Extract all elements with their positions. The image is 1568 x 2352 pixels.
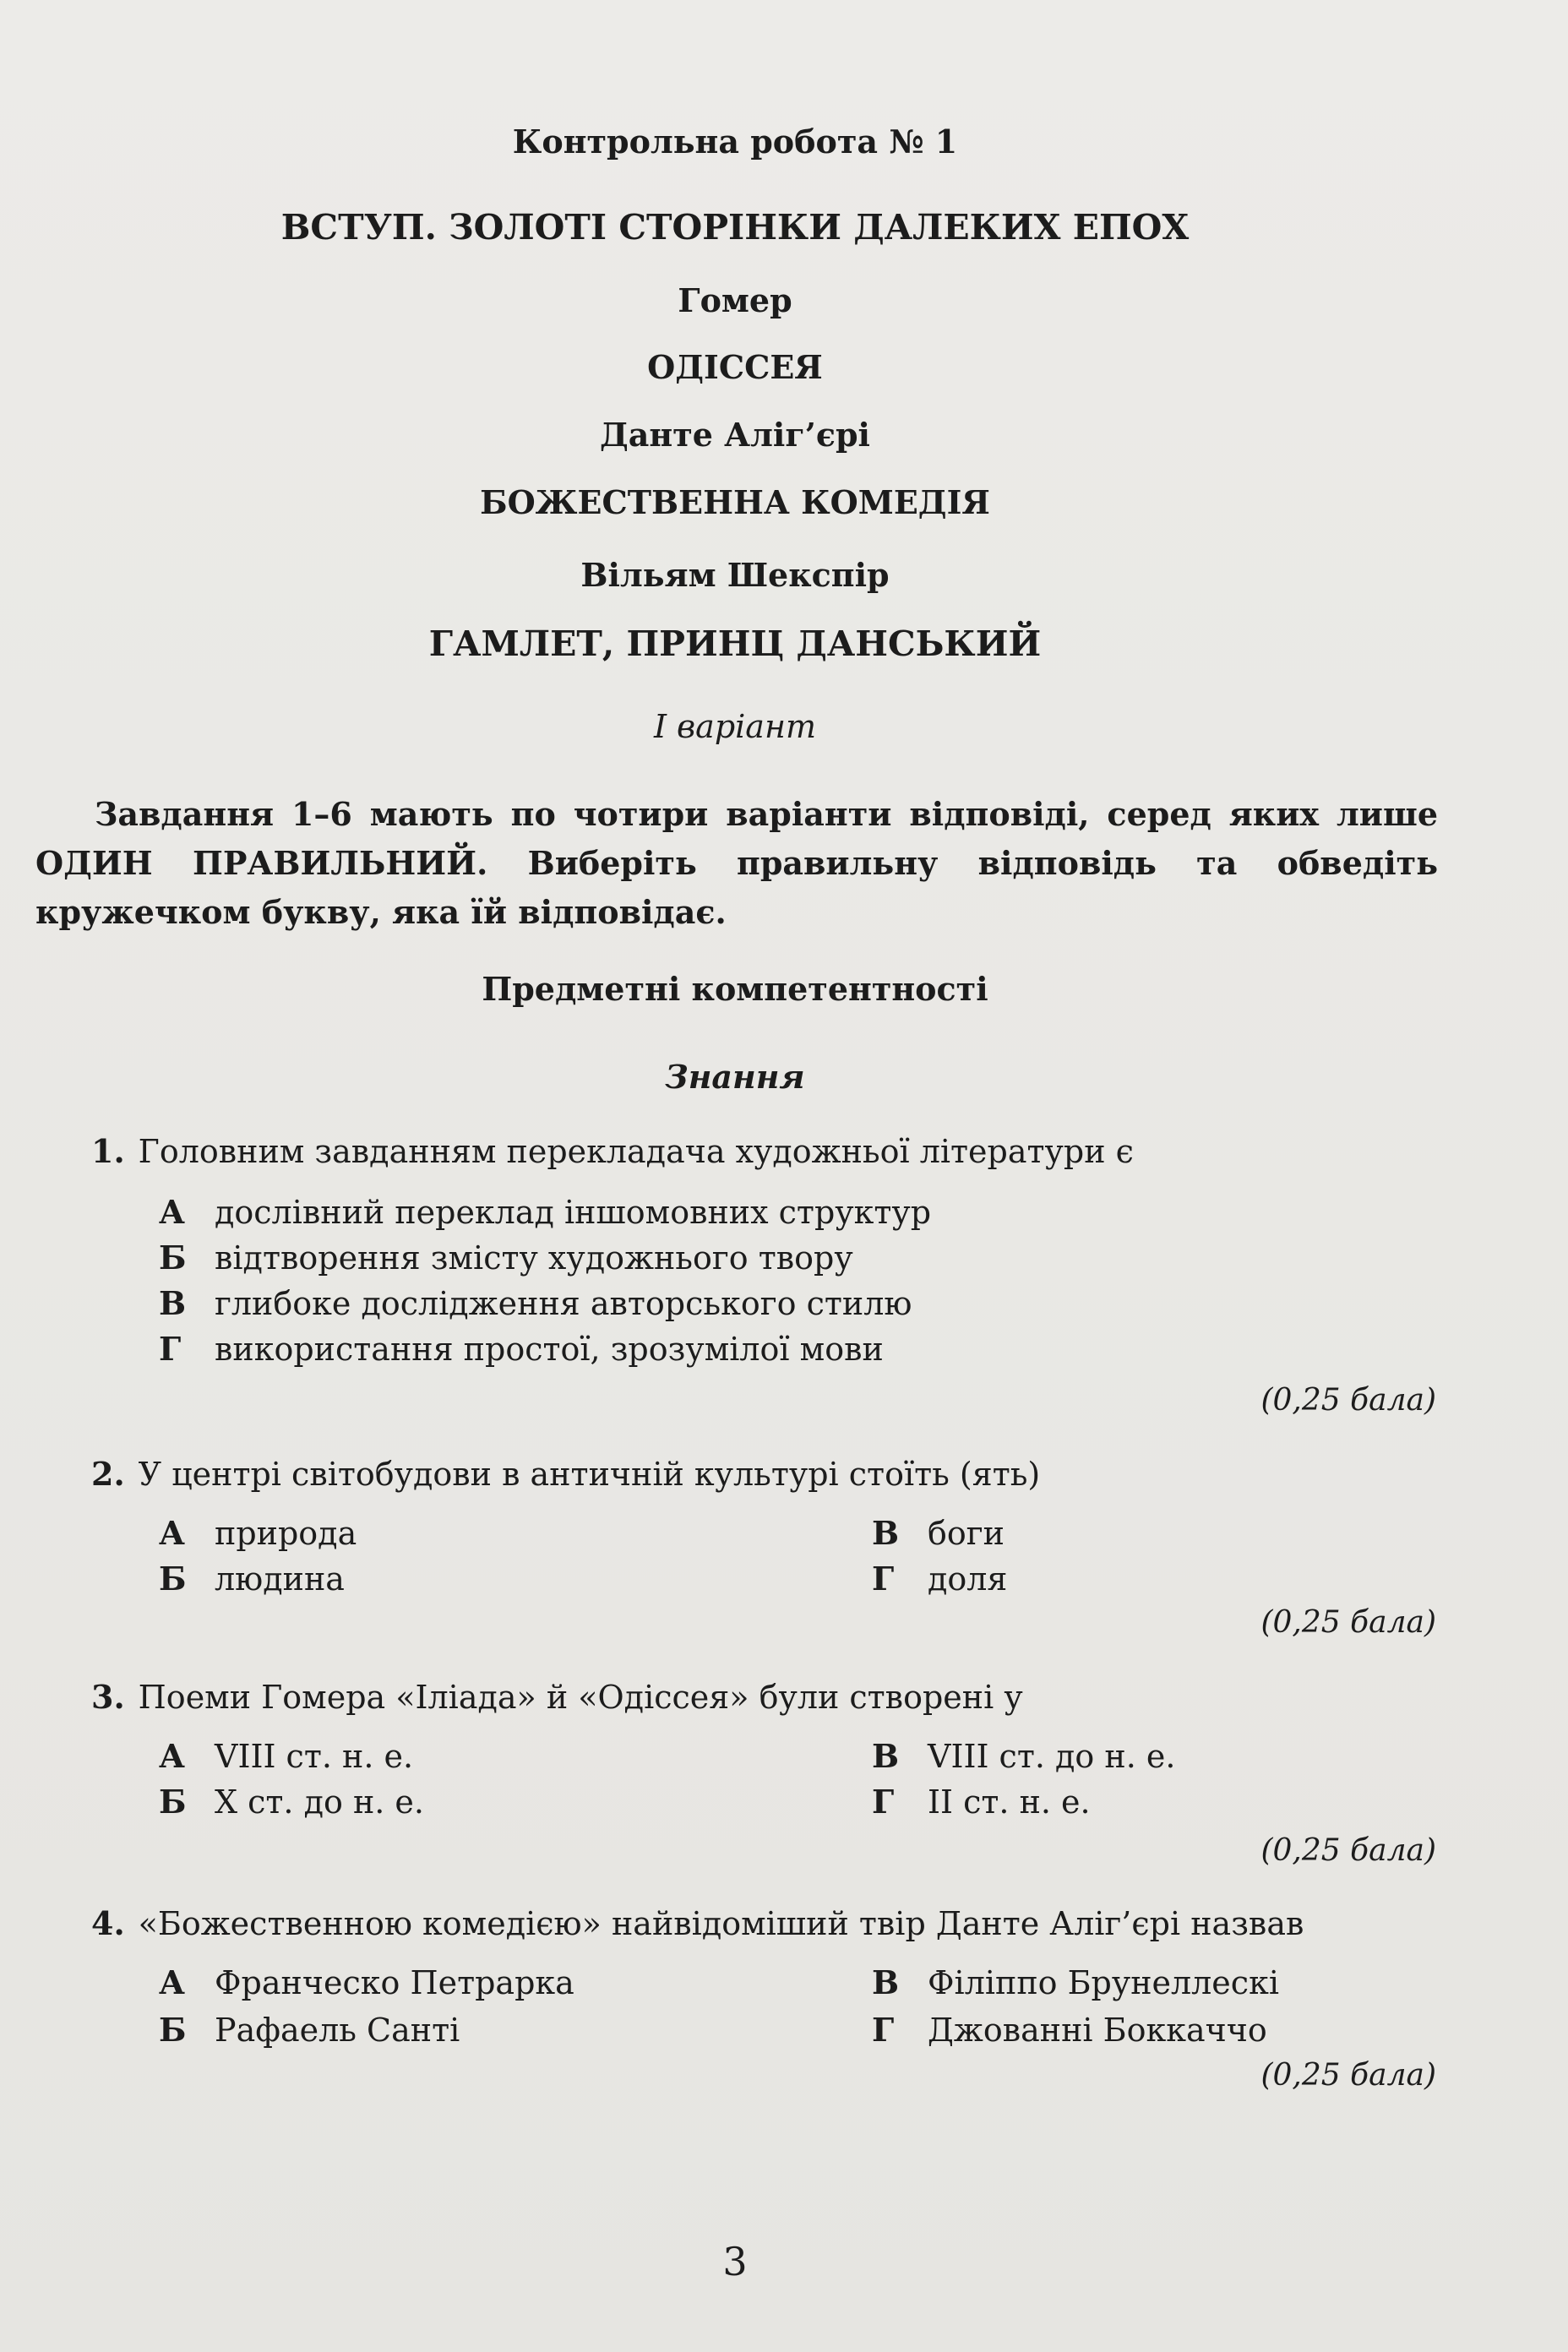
score-q3: (0,25 бала) bbox=[1260, 1833, 1436, 1868]
option-text: боги bbox=[928, 1515, 1004, 1552]
option-letter: А bbox=[159, 1514, 185, 1552]
question-number: 4. bbox=[91, 1904, 125, 1942]
option-text: використання простої, зрозумілої мови bbox=[215, 1331, 884, 1368]
question-2 bbox=[91, 1455, 1040, 1493]
option-b[interactable] bbox=[159, 2011, 460, 2049]
score-q2: (0,25 бала) bbox=[1260, 1605, 1436, 1640]
question-4 bbox=[91, 1904, 1304, 1942]
author-shakespeare: Вільям Шекспір bbox=[580, 556, 890, 594]
option-g[interactable] bbox=[872, 1560, 1007, 1598]
work-divine-comedy: БОЖЕСТВЕННА КОМЕДІЯ bbox=[480, 483, 990, 521]
option-text: природа bbox=[215, 1515, 357, 1552]
option-text: дослівний переклад іншомовних структур bbox=[215, 1194, 932, 1231]
question-text: Головним завданням перекладача художньої літератури є bbox=[138, 1133, 1134, 1170]
option-a[interactable] bbox=[159, 1737, 413, 1775]
question-text: У центрі світобудови в античній культурі стоїть (ять) bbox=[138, 1456, 1041, 1493]
option-a[interactable] bbox=[159, 1963, 574, 2001]
variant-label: І варіант bbox=[653, 708, 817, 745]
option-text: доля bbox=[928, 1560, 1008, 1598]
option-text: відтворення змісту художнього твору bbox=[215, 1239, 853, 1277]
option-g[interactable] bbox=[159, 1330, 884, 1368]
option-v[interactable] bbox=[872, 1963, 1279, 2001]
option-text: Джованні Боккаччо bbox=[928, 2012, 1267, 2049]
work-title: Контрольна робота № 1 bbox=[512, 122, 958, 161]
option-text: VIII ст. н. е. bbox=[215, 1738, 414, 1775]
work-odyssey: ОДІССЕЯ bbox=[647, 348, 823, 386]
option-letter: В bbox=[872, 1737, 900, 1775]
option-letter: Г bbox=[872, 1560, 895, 1598]
option-letter: В bbox=[872, 1514, 900, 1552]
question-1 bbox=[91, 1132, 1134, 1170]
option-text: Х ст. до н. е. bbox=[215, 1783, 425, 1821]
option-letter: В bbox=[159, 1284, 187, 1322]
option-text: глибоке дослідження авторського стилю bbox=[215, 1285, 912, 1322]
page-number: 3 bbox=[722, 2239, 748, 2284]
question-number: 2. bbox=[91, 1455, 125, 1493]
option-v[interactable] bbox=[872, 1514, 1004, 1552]
work-hamlet: ГАМЛЕТ, ПРИНЦ ДАНСЬКИЙ bbox=[428, 623, 1042, 664]
question-number: 3. bbox=[91, 1678, 125, 1716]
option-text: ІІ ст. н. е. bbox=[928, 1783, 1091, 1821]
option-letter: А bbox=[159, 1963, 185, 2001]
knowledge-title: Знання bbox=[665, 1058, 805, 1096]
question-text: Поеми Гомера «Іліада» й «Одіссея» були створені у bbox=[138, 1679, 1023, 1716]
option-v[interactable] bbox=[159, 1284, 912, 1322]
option-g[interactable] bbox=[872, 1783, 1091, 1821]
option-letter: А bbox=[159, 1193, 185, 1231]
competence-title: Предметні компетентності bbox=[482, 970, 988, 1008]
option-text: Франческо Петрарка bbox=[215, 1964, 574, 2001]
option-letter: Г bbox=[872, 2011, 895, 2049]
instructions: Завдання 1–6 мають по чотири варіанти відповіді, серед яких лише ОДИН ПРАВИЛЬНИЙ. Виберіть правильну відповідь та обведіть кружечком букву, яка їй відповідає. bbox=[35, 795, 1438, 931]
option-v[interactable] bbox=[872, 1737, 1175, 1775]
section-title: ВСТУП. ЗОЛОТІ СТОРІНКИ ДАЛЕКИХ ЕПОХ bbox=[280, 207, 1190, 248]
option-letter: Б bbox=[159, 1783, 187, 1821]
author-dante: Данте Аліг’єрі bbox=[599, 416, 870, 454]
option-letter: Г bbox=[159, 1330, 182, 1368]
option-g[interactable] bbox=[872, 2011, 1267, 2049]
option-letter: Б bbox=[159, 2011, 187, 2049]
question-text: «Божественною комедією» найвідоміший твір Данте Аліг’єрі назвав bbox=[138, 1905, 1304, 1942]
option-b[interactable] bbox=[159, 1239, 853, 1277]
option-letter: Б bbox=[159, 1560, 187, 1598]
score-q4: (0,25 бала) bbox=[1260, 2058, 1436, 2093]
option-b[interactable] bbox=[159, 1560, 345, 1598]
option-text: людина bbox=[215, 1560, 345, 1598]
option-b[interactable] bbox=[159, 1783, 424, 1821]
option-a[interactable] bbox=[159, 1514, 357, 1552]
option-a[interactable] bbox=[159, 1193, 931, 1231]
question-number: 1. bbox=[91, 1132, 125, 1170]
option-text: Філіппо Брунеллескі bbox=[928, 1964, 1279, 2001]
question-3 bbox=[91, 1678, 1023, 1716]
author-homer: Гомер bbox=[678, 281, 792, 319]
score-q1: (0,25 бала) bbox=[1260, 1383, 1436, 1418]
option-letter: Б bbox=[159, 1239, 187, 1277]
option-letter: Г bbox=[872, 1783, 895, 1821]
option-text: VIII ст. до н. е. bbox=[928, 1738, 1176, 1775]
option-letter: В bbox=[872, 1963, 900, 2001]
option-text: Рафаель Санті bbox=[215, 2012, 460, 2049]
option-letter: А bbox=[159, 1737, 185, 1775]
